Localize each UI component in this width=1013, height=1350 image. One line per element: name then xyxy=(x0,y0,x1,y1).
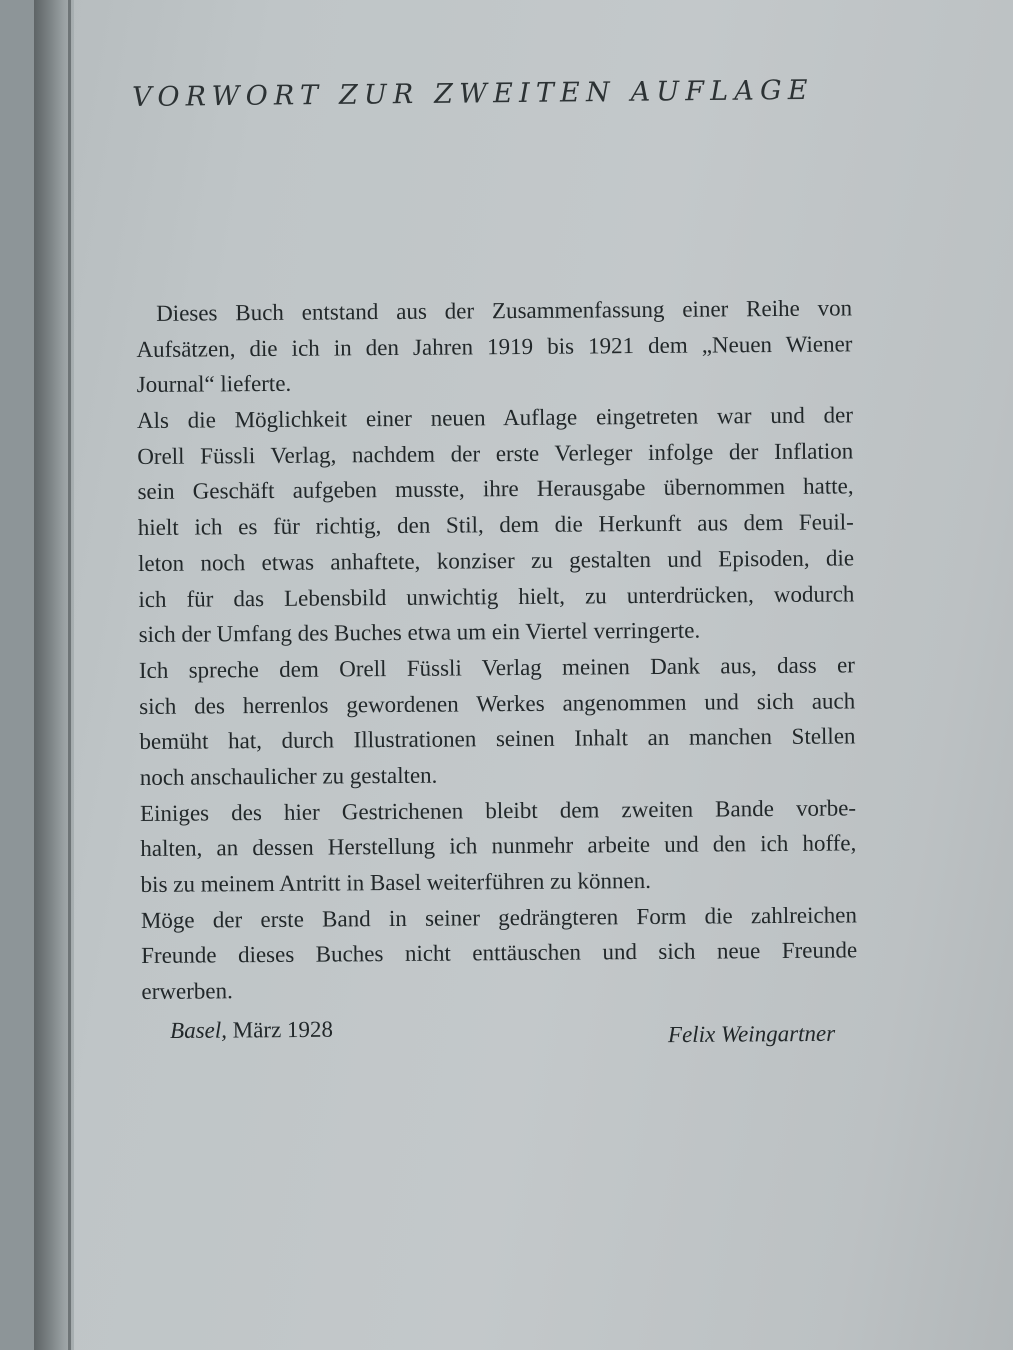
page-edge xyxy=(68,0,71,1350)
text-line: bemüht hat, durch Illustrationen seinen Inhalt an manchen Stellen xyxy=(139,723,856,755)
author-signature: Felix Weingartner xyxy=(667,1020,836,1048)
text-line: Orell Füssli Verlag, nachdem der erste Verleger infolge der Inflation xyxy=(137,438,854,469)
text-line: Aufsätzen, die ich in den Jahren 1919 bis 1921 dem „Neuen Wiener xyxy=(136,331,853,362)
text-line: halten, an dessen Herstellung ich nunmehr arbeite und den ich hoffe, xyxy=(140,830,857,862)
place-date xyxy=(170,1017,333,1044)
text-line: bis zu meinem Antritt in Basel weiterführen zu können. xyxy=(140,867,652,897)
text-line: Journal“ lieferte. xyxy=(136,371,292,398)
text-line: noch anschaulicher zu gestalten. xyxy=(139,762,438,790)
text-line: sich des herrenlos gewordenen Werkes angenommen und sich auch xyxy=(139,687,856,719)
text-line: sich der Umfang des Buches etwa um ein Viertel verringerte. xyxy=(138,617,701,648)
text-line: leton noch etwas anhaftete, konziser zu gestalten und Episoden, die xyxy=(138,545,855,576)
text-line: sein Geschäft aufgeben musste, ihre Herausgabe übernommen hatte, xyxy=(137,473,854,505)
text-line: Ich spreche dem Orell Füssli Verlag meinen Dank aus, dass er xyxy=(138,652,856,683)
place: Basel, xyxy=(170,1017,228,1043)
text-line: ich für das Lebensbild unwichtig hielt, zu unterdrücken, wodurch xyxy=(138,580,855,612)
text-line: erwerben. xyxy=(141,978,233,1005)
text-line: Freunde dieses Buches nicht enttäuschen und sich neue Freunde xyxy=(141,937,858,969)
date: März 1928 xyxy=(232,1016,334,1043)
text-line: Als die Möglichkeit einer neuen Auflage eingetreten war und der xyxy=(136,402,854,434)
signature-row xyxy=(170,1013,835,1052)
text-line: Einiges des hier Gestrichenen bleibt dem zweiten Bande vorbe- xyxy=(139,794,857,826)
text-line: hielt ich es für richtig, den Stil, dem die Herkunft aus dem Feuil- xyxy=(137,509,854,541)
text-line: Dieses Buch entstand aus der Zusammenfassung einer Reihe von xyxy=(156,295,853,326)
preface-text xyxy=(136,290,858,1009)
page-title: VORWORT ZUR ZWEITEN AUFLAGE xyxy=(132,74,814,113)
text-line: Möge der erste Band in seiner gedrängteren Form die zahlreichen xyxy=(140,902,857,933)
